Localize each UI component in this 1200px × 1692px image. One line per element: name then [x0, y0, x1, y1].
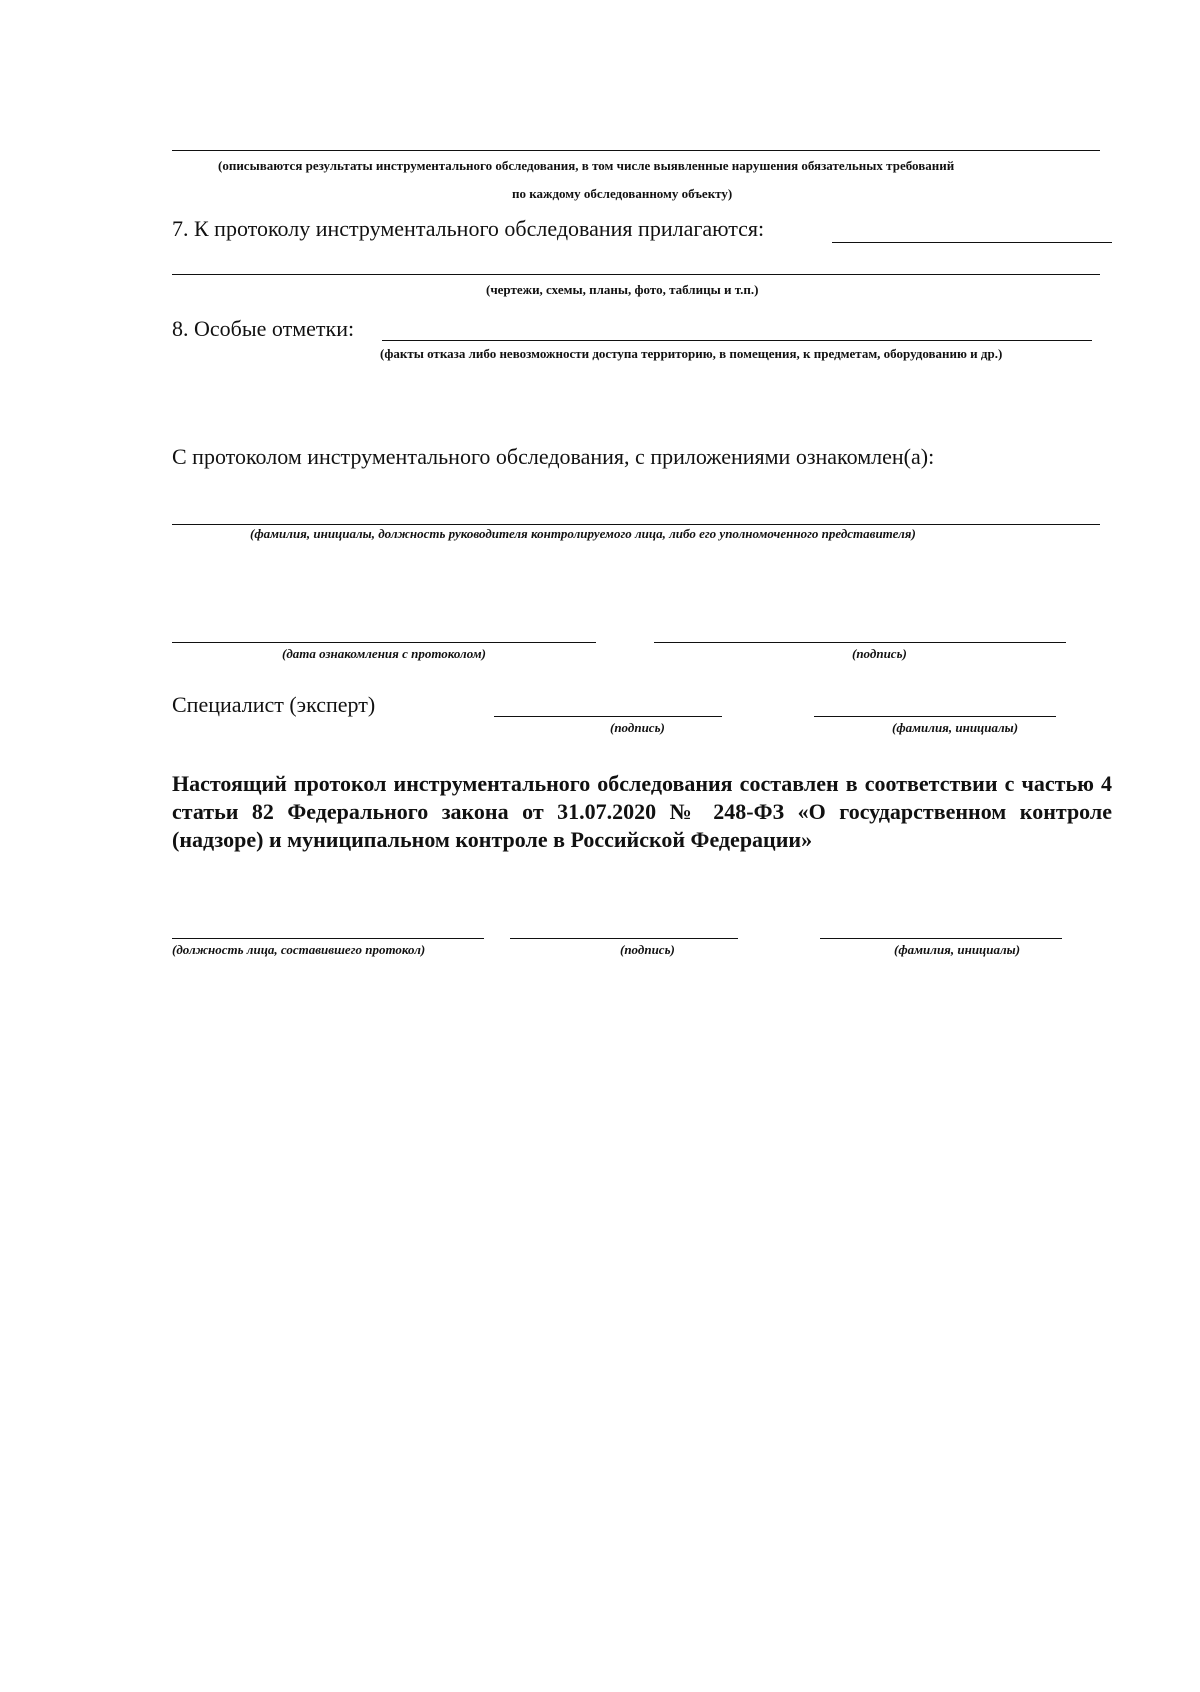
specialist-signature-caption: (подпись)	[610, 720, 665, 735]
special-notes-line[interactable]	[382, 340, 1092, 341]
acquaintance-signature-line[interactable]	[654, 642, 1066, 643]
specialist-name-line[interactable]	[814, 716, 1056, 717]
attachments-caption: (чертежи, схемы, планы, фото, таблицы и т.п.)	[486, 282, 759, 297]
results-line[interactable]	[172, 150, 1100, 151]
author-name-line[interactable]	[820, 938, 1062, 939]
specialist-label: Специалист (эксперт)	[172, 692, 376, 717]
author-name-caption: (фамилия, инициалы)	[894, 942, 1021, 957]
author-signature-caption: (подпись)	[620, 942, 675, 957]
attachments-line-1[interactable]	[832, 242, 1112, 243]
acquaintance-name-caption: (фамилия, инициалы, должность руководителя контролируемого лица, либо его уполномоченного представителя)	[250, 526, 916, 541]
statement-paragraph: Настоящий протокол инструментального обследования составлен в соответствии с частью 4 статьи 82 Федерального закона от 31.07.2020 № 248-ФЗ «О государственном контроле (надзоре) и муниципальном контроле в Российской Федерации»	[172, 771, 1112, 852]
attachments-label: 7. К протоколу инструментального обследования прилагаются:	[172, 216, 765, 241]
acquaintance-date-line[interactable]	[172, 642, 596, 643]
results-caption-line2: по каждому обследованному объекту)	[512, 186, 733, 201]
acquaintance-name-line[interactable]	[172, 524, 1100, 525]
author-position-line[interactable]	[172, 938, 484, 939]
acquaintance-date-caption: (дата ознакомления с протоколом)	[282, 646, 486, 661]
author-signature-line[interactable]	[510, 938, 738, 939]
results-caption-line1: (описываются результаты инструментального обследования, в том числе выявленные нарушения обязательных требований	[218, 158, 955, 173]
specialist-signature-line[interactable]	[494, 716, 722, 717]
acquaintance-label: С протоколом инструментального обследования, с приложениями ознакомлен(а):	[172, 444, 935, 469]
acquaintance-signature-caption: (подпись)	[852, 646, 907, 661]
author-position-caption: (должность лица, составившего протокол)	[172, 942, 426, 957]
special-notes-caption: (факты отказа либо невозможности доступа территорию, в помещения, к предметам, оборудованию и др.)	[380, 346, 1003, 361]
special-notes-label: 8. Особые отметки:	[172, 316, 355, 341]
specialist-name-caption: (фамилия, инициалы)	[892, 720, 1019, 735]
attachments-line-2[interactable]	[172, 274, 1100, 275]
